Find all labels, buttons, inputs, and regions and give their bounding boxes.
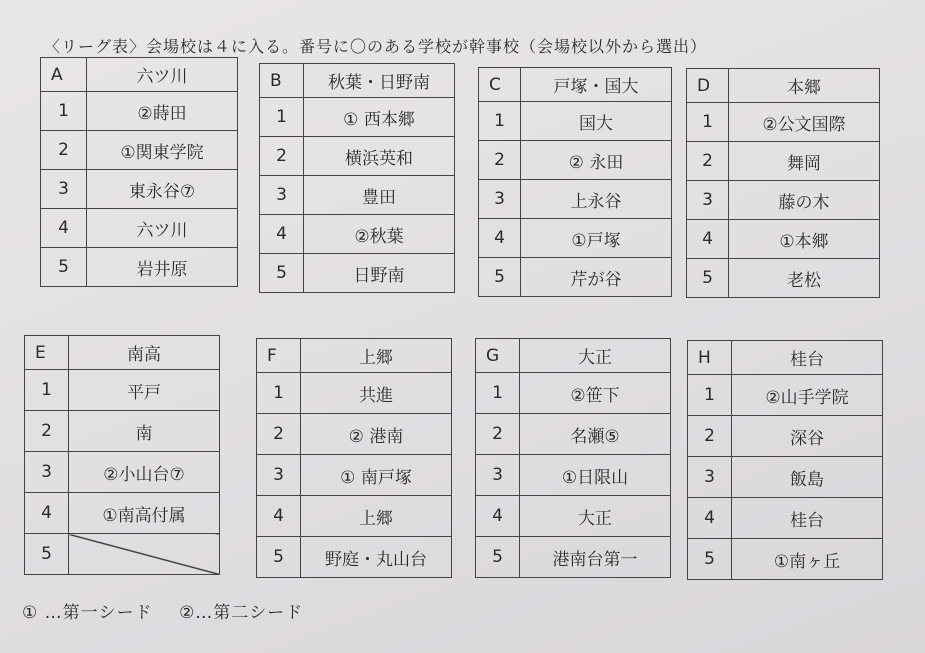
league-id: E [25, 336, 69, 370]
table-row [688, 498, 883, 539]
slot-number: 5 [41, 248, 87, 287]
slot-number: 5 [257, 537, 301, 578]
school-name: 平戸 [69, 370, 220, 411]
slot-number: 3 [687, 181, 729, 220]
school-name: 日野南 [304, 254, 455, 293]
table-row [688, 457, 883, 498]
table-row [260, 98, 455, 137]
seed1-legend: ① …第一シード [22, 603, 153, 623]
slot-number: 3 [688, 457, 732, 498]
table-row [260, 137, 455, 176]
table-row [257, 414, 452, 455]
school-name: ①戸塚 [521, 219, 672, 258]
school-name: 飯島 [732, 457, 883, 498]
league-host: 上郷 [301, 339, 452, 373]
slot-number: 3 [257, 455, 301, 496]
slot-number: 2 [687, 142, 729, 181]
school-name: 深谷 [732, 416, 883, 457]
school-name: 東永谷⑦ [87, 170, 238, 209]
school-name: 港南台第一 [520, 537, 671, 578]
table-row [687, 142, 880, 181]
school-name: ①南高付属 [69, 493, 220, 534]
table-row [476, 537, 671, 578]
table-row [25, 411, 220, 452]
slot-number: 5 [476, 537, 520, 578]
school-name: ②公文国際 [729, 103, 880, 142]
school-name: ②蒔田 [87, 92, 238, 131]
school-name: ①関東学院 [87, 131, 238, 170]
league-host: 桂台 [732, 341, 883, 375]
table-row [25, 452, 220, 493]
league-host: 六ツ川 [87, 58, 238, 92]
table-row [257, 496, 452, 537]
slot-number: 2 [41, 131, 87, 170]
seed2-legend: ②…第二シード [179, 603, 304, 623]
school-name: 六ツ川 [87, 209, 238, 248]
slot-number: 2 [25, 411, 69, 452]
slot-number: 1 [41, 92, 87, 131]
slot-number: 3 [476, 455, 520, 496]
school-name: ① 南戸塚 [301, 455, 452, 496]
school-name: ①南ヶ丘 [732, 539, 883, 580]
school-name: 横浜英和 [304, 137, 455, 176]
school-name: ①本郷 [729, 220, 880, 259]
slot-number: 3 [25, 452, 69, 493]
league-id: D [687, 69, 729, 103]
league-host: 戸塚・国大 [521, 68, 672, 102]
league-id: F [257, 339, 301, 373]
table-row [476, 373, 671, 414]
school-name: ②秋葉 [304, 215, 455, 254]
league-id: H [688, 341, 732, 375]
slot-number: 1 [479, 102, 521, 141]
table-row [41, 92, 238, 131]
slot-number: 4 [476, 496, 520, 537]
slot-number: 2 [688, 416, 732, 457]
school-name: 共進 [301, 373, 452, 414]
slot-number: 3 [41, 170, 87, 209]
league-table-d [686, 68, 880, 298]
table-row [41, 170, 238, 209]
school-name: 豊田 [304, 176, 455, 215]
slot-number: 2 [479, 141, 521, 180]
school-name: 上郷 [301, 496, 452, 537]
slot-number: 5 [688, 539, 732, 580]
empty-slot-diagonal [69, 534, 220, 575]
league-host: 大正 [520, 339, 671, 373]
slot-number: 2 [260, 137, 304, 176]
table-row [257, 373, 452, 414]
table-row [688, 539, 883, 580]
table-row [688, 375, 883, 416]
slot-number: 1 [687, 103, 729, 142]
league-host: 秋葉・日野南 [304, 64, 455, 98]
league-id: C [479, 68, 521, 102]
school-name: 大正 [520, 496, 671, 537]
table-row [479, 180, 672, 219]
school-name: 舞岡 [729, 142, 880, 181]
league-host: 本郷 [729, 69, 880, 103]
table-row [479, 141, 672, 180]
slot-number: 1 [688, 375, 732, 416]
slot-number: 1 [257, 373, 301, 414]
table-row [41, 209, 238, 248]
table-row [687, 259, 880, 298]
table-row [25, 370, 220, 411]
slot-number: 5 [687, 259, 729, 298]
league-table-g [475, 338, 671, 578]
school-name: 老松 [729, 259, 880, 298]
school-name: ② 永田 [521, 141, 672, 180]
table-row [260, 215, 455, 254]
slot-number: 5 [260, 254, 304, 293]
slot-number: 2 [476, 414, 520, 455]
slot-number: 1 [476, 373, 520, 414]
league-id: A [41, 58, 87, 92]
slot-number: 3 [479, 180, 521, 219]
table-row [687, 220, 880, 259]
school-name: 桂台 [732, 498, 883, 539]
table-row [260, 254, 455, 293]
league-table-a [40, 57, 238, 287]
slot-number: 2 [257, 414, 301, 455]
table-row [257, 455, 452, 496]
table-row [25, 534, 220, 575]
school-name: ②小山台⑦ [69, 452, 220, 493]
league-table-f [256, 338, 452, 578]
slot-number: 4 [687, 220, 729, 259]
slot-number: 5 [479, 258, 521, 297]
slot-number: 4 [25, 493, 69, 534]
school-name: 上永谷 [521, 180, 672, 219]
slot-number: 3 [260, 176, 304, 215]
table-row [41, 131, 238, 170]
school-name: 野庭・丸山台 [301, 537, 452, 578]
slot-number: 1 [260, 98, 304, 137]
school-name: 芹が谷 [521, 258, 672, 297]
slot-number: 4 [260, 215, 304, 254]
table-row [687, 181, 880, 220]
table-row [41, 248, 238, 287]
league-table-e [24, 335, 220, 575]
slot-number: 4 [257, 496, 301, 537]
school-name: ② 港南 [301, 414, 452, 455]
slot-number: 1 [25, 370, 69, 411]
league-table-c [478, 67, 672, 297]
page-title: 〈リーグ表〉会場校は４に入る。番号に〇のある学校が幹事校（会場校以外から選出） [44, 37, 708, 56]
school-name: 藤の木 [729, 181, 880, 220]
school-name: ②山手学院 [732, 375, 883, 416]
table-row [25, 493, 220, 534]
table-row [476, 455, 671, 496]
school-name: 南 [69, 411, 220, 452]
school-name: ①日限山 [520, 455, 671, 496]
slot-number: 4 [688, 498, 732, 539]
table-row [479, 219, 672, 258]
table-row [479, 258, 672, 297]
table-row [688, 416, 883, 457]
league-id: B [260, 64, 304, 98]
table-row [260, 176, 455, 215]
table-row [479, 102, 672, 141]
school-name: ②笹下 [520, 373, 671, 414]
school-name: 名瀬⑤ [520, 414, 671, 455]
school-name: 岩井原 [87, 248, 238, 287]
slot-number: 4 [479, 219, 521, 258]
league-host: 南高 [69, 336, 220, 370]
school-name: ① 西本郷 [304, 98, 455, 137]
league-table-b [259, 63, 455, 293]
table-row [257, 537, 452, 578]
slot-number: 5 [25, 534, 69, 575]
school-name: 国大 [521, 102, 672, 141]
league-table-h [687, 340, 883, 580]
league-id: G [476, 339, 520, 373]
legend [22, 598, 323, 623]
slot-number: 4 [41, 209, 87, 248]
table-row [476, 414, 671, 455]
table-row [476, 496, 671, 537]
table-row [687, 103, 880, 142]
